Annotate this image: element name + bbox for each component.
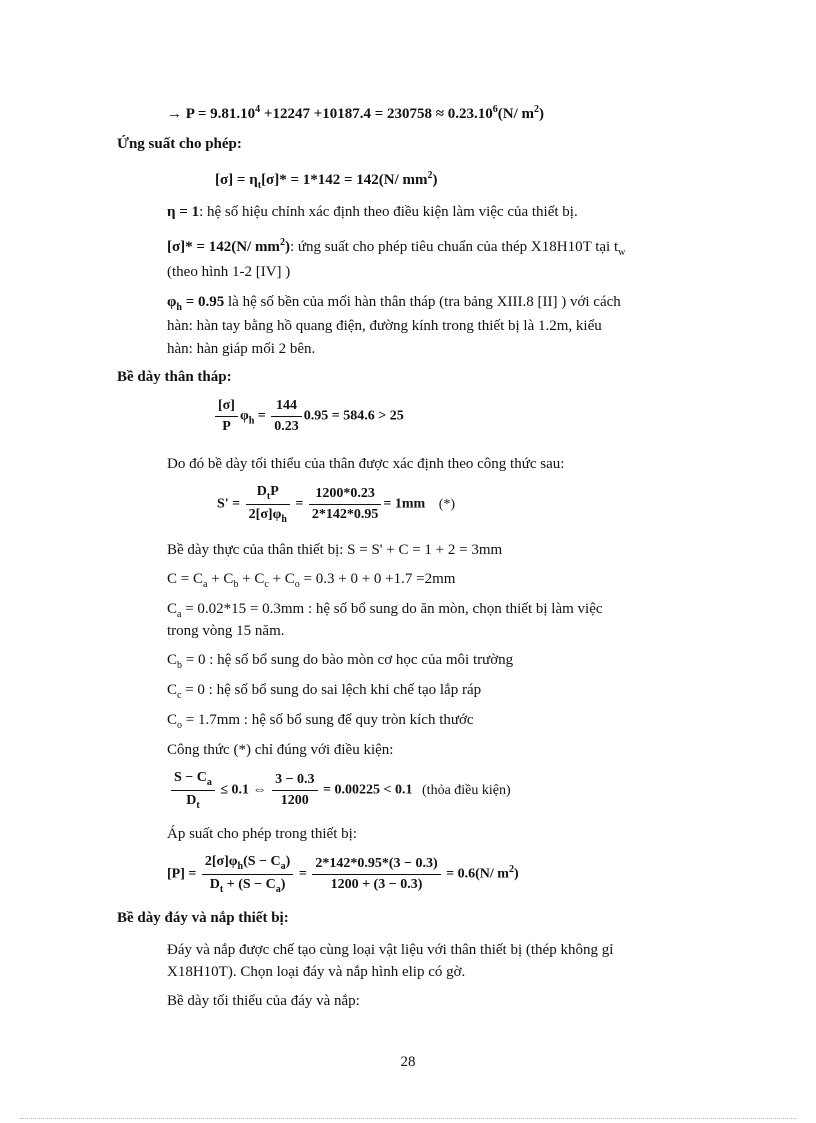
equation-pressure-total: → $P = 9.81.10^4 +12247 +10187.4 = 230758 \approx 0.23.10^6(N/$ $m^2$) [167, 104, 545, 122]
paragraph-c-sum: $C = C_a + C_b + C_c + C_o = 0.3 + 0 + 0 +1.7 =2mm$ [167, 571, 456, 590]
equation-tag: (*) [438, 496, 456, 512]
paragraph-condition: Công thức (*) chỉ đúng với điều kiện: [167, 742, 394, 758]
fraction-pallow-symbolic: $\frac{2[\sigma]\varphi_h(S - C_a)}{D_t + (S - C_a)}$ [202, 854, 293, 895]
fraction-s-ca-dt: $\frac{S - C_a}{D_t}$ [171, 770, 215, 811]
paragraph-ca-line2: trong vòng 15 năm. [167, 623, 285, 639]
paragraph-ca-line1: $C_a = 0.02*15 = 0.3mm$ : hệ số bổ sung do ăn mòn, chọn thiết bị làm việc [167, 601, 603, 620]
heading-allowable-stress: Ứng suất cho phép: [117, 136, 242, 152]
paragraph-head-min: Bề dày tối thiểu của đáy và nắp: [167, 993, 360, 1009]
fraction-144-over-023: $\frac{144}{0.23}$ [271, 398, 302, 435]
paragraph-actual-thickness: Bề dày thực của thân thiết bị: S = S' + C = 1 + 2 = 3mm [167, 542, 503, 558]
definition-sigma-star-ref: (theo hình 1-2 [IV] ) [167, 264, 291, 280]
equation-allowable-pressure: [P] = $\frac{2[\sigma]\varphi_h(S - C_a)}{D_t + (S - C_a)}$ = $\frac{2*142*0.95*(3 - 0.3)}{1200 + (3 - 0.3)}$ = 0.6(N/ $m^2$) [167, 854, 519, 895]
paragraph-cb: $C_b = 0$ : hệ số bổ sung do bào mòn cơ học của môi trường [167, 652, 514, 671]
heading-head-thickness: Bề dày đáy và nắp thiết bị: [117, 910, 289, 926]
definition-sigma-star: [σ]* = 142(N/ $mm^2$): ứng suất cho phép tiêu chuẩn của thép X18H10T tại $t_w$ [167, 237, 626, 258]
equation-condition: $\frac{S - C_a}{D_t}$ ≤ 0.1 ⇔ $\frac{3 - 0.3}{1200}$ = 0.00225 < 0.1 (thỏa điều kiện) [169, 770, 511, 811]
paragraph-allowable-pressure: Áp suất cho phép trong thiết bị: [167, 826, 357, 842]
paragraph-cc: $C_c = 0$ : hệ số bổ sung do sai lệch khi chế tạo lắp ráp [167, 682, 482, 701]
paragraph-head-line2: X18H10T). Chọn loại đáy và nắp hình elip có gờ. [167, 964, 466, 980]
fraction-condition-numeric: $\frac{3 - 0.3}{1200}$ [272, 772, 317, 809]
equation-ratio: $\frac{[\sigma]}{P}$ $\varphi_h$ = $\frac{144}{0.23}$ 0.95 = 584.6 > 25 [213, 398, 404, 435]
page-bottom-dotted-border [20, 1118, 796, 1119]
fraction-sigma-over-p: $\frac{[\sigma]}{P}$ [215, 398, 238, 435]
definition-phi-line3: hàn: hàn giáp mối 2 bên. [167, 341, 316, 357]
fraction-numeric-s: $\frac{1200*0.23}{2*142*0.95}$ [309, 486, 382, 523]
heading-shell-thickness: Bề dày thân tháp: [117, 369, 232, 385]
paragraph-co: $C_o = 1.7mm$ : hệ số bổ sung để quy tròn kích thước [167, 712, 474, 731]
equation-allowable-stress: $[\sigma] = \eta_t[\sigma]* = 1*142 = 142(N/$ $mm^2$) [215, 170, 438, 191]
definition-phi-line2: hàn: hàn tay bằng hồ quang điện, đường kính trong thiết bị là 1.2m, kiểu [167, 318, 602, 334]
fraction-dtp: $\frac{D_tP}{2[\sigma]\varphi_h}$ [246, 484, 290, 525]
page-number: 28 [400, 1054, 416, 1070]
paragraph-min-thickness: Do đó bề dày tối thiểu của thân được xác định theo công thức sau: [167, 456, 565, 472]
definition-phi-line1: $\varphi_h = 0.95$ là hệ số bền của mối hàn thân tháp (tra bảng XIII.8 [II] ) với cách [167, 294, 621, 313]
fraction-pallow-numeric: $\frac{2*142*0.95*(3 - 0.3)}{1200 + (3 - 0.3)}$ [312, 856, 440, 893]
paragraph-head-line1: Đáy và nắp được chế tạo cùng loại vật liệu với thân thiết bị (thép không gỉ [167, 942, 614, 958]
equation-min-thickness: S' = $\frac{D_tP}{2[\sigma]\varphi_h}$ = $\frac{1200*0.23}{2*142*0.95}$ = 1mm (*) [217, 484, 456, 525]
definition-eta: η = 1: hệ số hiệu chỉnh xác định theo điều kiện làm việc của thiết bị. [167, 204, 578, 220]
condition-note: (thỏa điều kiện) [422, 782, 511, 798]
arrow-symbol: → [167, 106, 182, 122]
